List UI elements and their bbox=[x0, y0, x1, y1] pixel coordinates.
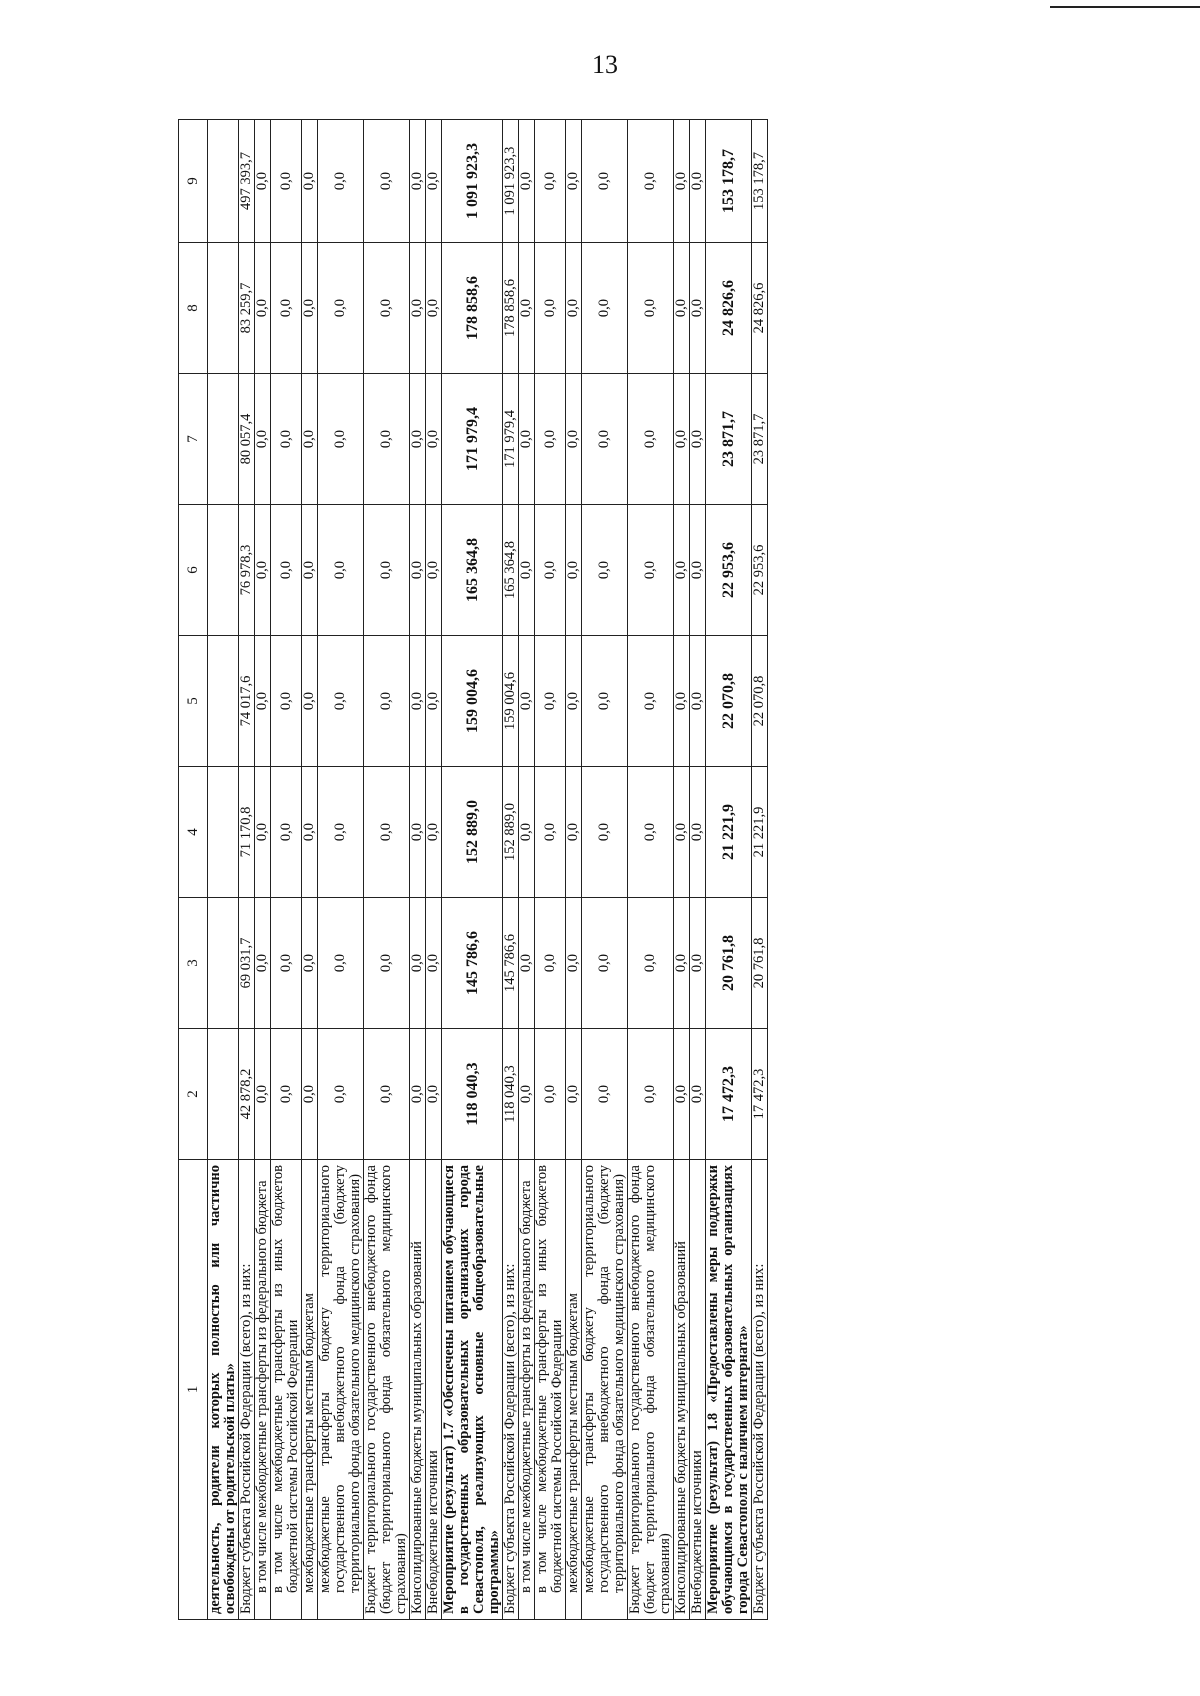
value-cell: 0,0 bbox=[302, 120, 318, 243]
value-cell: 1 091 923,3 bbox=[442, 120, 503, 243]
value-cell: 0,0 bbox=[364, 243, 410, 374]
value-cell: 20 761,8 bbox=[706, 898, 752, 1029]
value-cell: 152 889,0 bbox=[442, 767, 503, 898]
value-cell: 0,0 bbox=[674, 1029, 690, 1160]
value-cell: 0,0 bbox=[364, 1029, 410, 1160]
value-cell bbox=[208, 120, 239, 243]
value-cell: 0,0 bbox=[535, 505, 566, 636]
row-label: Мероприятие (результат) 1.8 «Предоставлены меры поддержки обучающимся в государственных образовательных организациях города Севастополя с наличием интерната» bbox=[706, 1160, 752, 1620]
value-cell: 0,0 bbox=[255, 374, 271, 505]
value-cell: 0,0 bbox=[255, 120, 271, 243]
column-header: 3 bbox=[179, 898, 208, 1029]
row-label: Внебюджетные источники bbox=[690, 1160, 706, 1620]
value-cell: 0,0 bbox=[318, 898, 364, 1029]
row-label: межбюджетные трансферты местным бюджетам bbox=[302, 1160, 318, 1620]
table-row bbox=[255, 120, 271, 1620]
value-cell: 0,0 bbox=[426, 505, 442, 636]
value-cell: 0,0 bbox=[255, 898, 271, 1029]
value-cell: 71 170,8 bbox=[239, 767, 255, 898]
value-cell: 0,0 bbox=[426, 120, 442, 243]
value-cell: 0,0 bbox=[535, 1029, 566, 1160]
table-row bbox=[442, 120, 503, 1620]
value-cell: 0,0 bbox=[582, 1029, 628, 1160]
value-cell bbox=[208, 243, 239, 374]
value-cell: 0,0 bbox=[271, 898, 302, 1029]
value-cell: 159 004,6 bbox=[503, 636, 519, 767]
value-cell: 74 017,6 bbox=[239, 636, 255, 767]
value-cell: 0,0 bbox=[318, 767, 364, 898]
value-cell: 0,0 bbox=[566, 636, 582, 767]
table-row bbox=[519, 120, 535, 1620]
row-label: в том числе межбюджетные трансферты из иных бюджетов бюджетной системы Российской Федерации bbox=[535, 1160, 566, 1620]
value-cell: 0,0 bbox=[426, 898, 442, 1029]
value-cell: 0,0 bbox=[318, 243, 364, 374]
row-label: межбюджетные трансферты бюджету территориального государственного внебюджетного фонда (бюджету территориального фонда обязательного медицинского страхования) bbox=[582, 1160, 628, 1620]
value-cell: 0,0 bbox=[255, 767, 271, 898]
table-row bbox=[426, 120, 442, 1620]
value-cell: 0,0 bbox=[426, 374, 442, 505]
value-cell: 76 978,3 bbox=[239, 505, 255, 636]
value-cell: 0,0 bbox=[674, 505, 690, 636]
table-row bbox=[566, 120, 582, 1620]
value-cell: 0,0 bbox=[255, 636, 271, 767]
value-cell: 0,0 bbox=[566, 505, 582, 636]
value-cell: 0,0 bbox=[690, 1029, 706, 1160]
value-cell: 69 031,7 bbox=[239, 898, 255, 1029]
value-cell: 22 953,6 bbox=[752, 505, 768, 636]
table-row bbox=[318, 120, 364, 1620]
value-cell: 23 871,7 bbox=[752, 374, 768, 505]
value-cell: 0,0 bbox=[690, 636, 706, 767]
row-label: Консолидированные бюджеты муниципальных образований bbox=[410, 1160, 426, 1620]
value-cell: 497 393,7 bbox=[239, 120, 255, 243]
value-cell: 0,0 bbox=[535, 243, 566, 374]
value-cell: 0,0 bbox=[690, 767, 706, 898]
column-header: 8 bbox=[179, 243, 208, 374]
value-cell: 0,0 bbox=[690, 243, 706, 374]
value-cell: 0,0 bbox=[628, 636, 674, 767]
value-cell: 0,0 bbox=[302, 898, 318, 1029]
value-cell: 0,0 bbox=[690, 505, 706, 636]
value-cell: 0,0 bbox=[410, 505, 426, 636]
value-cell: 0,0 bbox=[674, 898, 690, 1029]
value-cell: 0,0 bbox=[566, 1029, 582, 1160]
value-cell: 0,0 bbox=[410, 636, 426, 767]
value-cell: 80 057,4 bbox=[239, 374, 255, 505]
value-cell: 0,0 bbox=[628, 243, 674, 374]
value-cell: 171 979,4 bbox=[503, 374, 519, 505]
value-cell: 153 178,7 bbox=[706, 120, 752, 243]
value-cell: 152 889,0 bbox=[503, 767, 519, 898]
value-cell: 22 070,8 bbox=[706, 636, 752, 767]
row-label: Бюджет субъекта Российской Федерации (всего), из них: bbox=[239, 1160, 255, 1620]
value-cell: 0,0 bbox=[566, 120, 582, 243]
value-cell: 118 040,3 bbox=[442, 1029, 503, 1160]
value-cell: 0,0 bbox=[674, 636, 690, 767]
value-cell: 0,0 bbox=[426, 636, 442, 767]
value-cell: 0,0 bbox=[302, 505, 318, 636]
column-header: 5 bbox=[179, 636, 208, 767]
value-cell: 0,0 bbox=[519, 767, 535, 898]
value-cell: 0,0 bbox=[318, 374, 364, 505]
value-cell: 0,0 bbox=[674, 243, 690, 374]
value-cell: 0,0 bbox=[674, 120, 690, 243]
table-row bbox=[690, 120, 706, 1620]
row-label: Внебюджетные источники bbox=[426, 1160, 442, 1620]
value-cell: 0,0 bbox=[566, 374, 582, 505]
value-cell: 22 953,6 bbox=[706, 505, 752, 636]
value-cell: 0,0 bbox=[628, 898, 674, 1029]
value-cell: 0,0 bbox=[271, 374, 302, 505]
value-cell bbox=[208, 898, 239, 1029]
value-cell: 0,0 bbox=[410, 120, 426, 243]
row-label: Бюджет субъекта Российской Федерации (всего), из них: bbox=[503, 1160, 519, 1620]
value-cell bbox=[208, 374, 239, 505]
value-cell: 0,0 bbox=[582, 374, 628, 505]
value-cell: 24 826,6 bbox=[706, 243, 752, 374]
value-cell: 42 878,2 bbox=[239, 1029, 255, 1160]
value-cell: 1 091 923,3 bbox=[503, 120, 519, 243]
value-cell: 17 472,3 bbox=[752, 1029, 768, 1160]
value-cell bbox=[208, 505, 239, 636]
value-cell: 0,0 bbox=[582, 767, 628, 898]
table-row bbox=[752, 120, 768, 1620]
column-header: 4 bbox=[179, 767, 208, 898]
value-cell: 0,0 bbox=[364, 374, 410, 505]
value-cell: 0,0 bbox=[519, 505, 535, 636]
value-cell: 0,0 bbox=[426, 767, 442, 898]
value-cell: 178 858,6 bbox=[503, 243, 519, 374]
value-cell: 0,0 bbox=[519, 636, 535, 767]
value-cell: 0,0 bbox=[364, 120, 410, 243]
value-cell: 23 871,7 bbox=[706, 374, 752, 505]
value-cell: 0,0 bbox=[302, 374, 318, 505]
value-cell: 0,0 bbox=[519, 1029, 535, 1160]
value-cell: 0,0 bbox=[628, 120, 674, 243]
value-cell: 0,0 bbox=[628, 505, 674, 636]
value-cell: 0,0 bbox=[410, 767, 426, 898]
value-cell: 0,0 bbox=[318, 636, 364, 767]
value-cell: 0,0 bbox=[410, 898, 426, 1029]
value-cell: 0,0 bbox=[535, 374, 566, 505]
value-cell: 0,0 bbox=[628, 767, 674, 898]
row-label: Бюджет территориального государственного внебюджетного фонда (бюджет территориального фонда обязательного медицинского страхования) bbox=[628, 1160, 674, 1620]
value-cell: 0,0 bbox=[318, 120, 364, 243]
value-cell: 0,0 bbox=[255, 243, 271, 374]
value-cell: 0,0 bbox=[519, 374, 535, 505]
row-label: Бюджет субъекта Российской Федерации (всего), из них: bbox=[752, 1160, 768, 1620]
page-number: 13 bbox=[592, 50, 618, 79]
value-cell: 0,0 bbox=[426, 1029, 442, 1160]
value-cell: 0,0 bbox=[302, 1029, 318, 1160]
row-label: Бюджет территориального государственного внебюджетного фонда (бюджет территориального фонда обязательного медицинского страхования) bbox=[364, 1160, 410, 1620]
row-label: в том числе межбюджетные трансферты из федерального бюджета bbox=[255, 1160, 271, 1620]
value-cell: 0,0 bbox=[271, 1029, 302, 1160]
value-cell: 0,0 bbox=[535, 636, 566, 767]
column-header: 6 bbox=[179, 505, 208, 636]
value-cell: 118 040,3 bbox=[503, 1029, 519, 1160]
value-cell: 0,0 bbox=[582, 898, 628, 1029]
value-cell: 178 858,6 bbox=[442, 243, 503, 374]
value-cell: 0,0 bbox=[410, 243, 426, 374]
table-body bbox=[208, 120, 768, 1620]
table-row bbox=[364, 120, 410, 1620]
value-cell: 0,0 bbox=[519, 898, 535, 1029]
table-row bbox=[674, 120, 690, 1620]
value-cell: 20 761,8 bbox=[752, 898, 768, 1029]
table-row bbox=[208, 120, 239, 1620]
value-cell: 0,0 bbox=[566, 898, 582, 1029]
value-cell: 21 221,9 bbox=[706, 767, 752, 898]
row-label: Консолидированные бюджеты муниципальных образований bbox=[674, 1160, 690, 1620]
column-header: 9 bbox=[179, 120, 208, 243]
row-label: в том числе межбюджетные трансферты из федерального бюджета bbox=[519, 1160, 535, 1620]
table-row bbox=[535, 120, 566, 1620]
table-header-row bbox=[179, 120, 208, 1620]
column-header: 2 bbox=[179, 1029, 208, 1160]
value-cell: 145 786,6 bbox=[503, 898, 519, 1029]
column-header: 7 bbox=[179, 374, 208, 505]
value-cell: 165 364,8 bbox=[442, 505, 503, 636]
value-cell: 0,0 bbox=[690, 374, 706, 505]
value-cell: 0,0 bbox=[535, 767, 566, 898]
value-cell: 0,0 bbox=[519, 120, 535, 243]
value-cell: 0,0 bbox=[271, 505, 302, 636]
value-cell: 21 221,9 bbox=[752, 767, 768, 898]
value-cell: 171 979,4 bbox=[442, 374, 503, 505]
value-cell: 0,0 bbox=[628, 1029, 674, 1160]
value-cell: 0,0 bbox=[302, 767, 318, 898]
value-cell: 0,0 bbox=[582, 636, 628, 767]
value-cell: 0,0 bbox=[318, 1029, 364, 1160]
value-cell: 0,0 bbox=[271, 767, 302, 898]
value-cell: 145 786,6 bbox=[442, 898, 503, 1029]
value-cell: 0,0 bbox=[271, 636, 302, 767]
value-cell bbox=[208, 1029, 239, 1160]
value-cell: 0,0 bbox=[535, 898, 566, 1029]
table-row bbox=[302, 120, 318, 1620]
value-cell: 0,0 bbox=[690, 120, 706, 243]
table-row bbox=[706, 120, 752, 1620]
row-label: Мероприятие (результат) 1.7 «Обеспечены питанием обучающиеся в государственных образовательных организациях города Севастополя, реализующих основные общеобразовательные программы» bbox=[442, 1160, 503, 1620]
table-row bbox=[503, 120, 519, 1620]
value-cell: 22 070,8 bbox=[752, 636, 768, 767]
value-cell: 0,0 bbox=[674, 767, 690, 898]
value-cell bbox=[208, 636, 239, 767]
row-label: межбюджетные трансферты местным бюджетам bbox=[566, 1160, 582, 1620]
value-cell: 0,0 bbox=[271, 243, 302, 374]
rotated-table-container bbox=[178, 120, 1066, 1620]
value-cell: 0,0 bbox=[410, 1029, 426, 1160]
value-cell bbox=[208, 767, 239, 898]
table-row bbox=[410, 120, 426, 1620]
value-cell: 24 826,6 bbox=[752, 243, 768, 374]
value-cell: 0,0 bbox=[566, 767, 582, 898]
value-cell: 0,0 bbox=[364, 636, 410, 767]
budget-table bbox=[178, 119, 768, 1620]
row-label: деятельность, родители которых полностью или частично освобождены от родительской платы» bbox=[208, 1160, 239, 1620]
table-row bbox=[582, 120, 628, 1620]
row-label: в том числе межбюджетные трансферты из иных бюджетов бюджетной системы Российской Федерации bbox=[271, 1160, 302, 1620]
value-cell: 0,0 bbox=[690, 898, 706, 1029]
table-row bbox=[628, 120, 674, 1620]
value-cell: 153 178,7 bbox=[752, 120, 768, 243]
value-cell: 165 364,8 bbox=[503, 505, 519, 636]
value-cell: 83 259,7 bbox=[239, 243, 255, 374]
value-cell: 0,0 bbox=[566, 243, 582, 374]
value-cell: 0,0 bbox=[255, 505, 271, 636]
top-rule bbox=[1050, 6, 1200, 8]
value-cell: 0,0 bbox=[519, 243, 535, 374]
value-cell: 0,0 bbox=[582, 505, 628, 636]
table-row bbox=[239, 120, 255, 1620]
value-cell: 159 004,6 bbox=[442, 636, 503, 767]
value-cell: 0,0 bbox=[628, 374, 674, 505]
value-cell: 0,0 bbox=[582, 120, 628, 243]
value-cell: 0,0 bbox=[582, 243, 628, 374]
value-cell: 0,0 bbox=[302, 243, 318, 374]
value-cell: 0,0 bbox=[364, 505, 410, 636]
row-label: межбюджетные трансферты бюджету территориального государственного внебюджетного фонда (бюджету территориального фонда обязательного медицинского страхования) bbox=[318, 1160, 364, 1620]
value-cell: 0,0 bbox=[674, 374, 690, 505]
value-cell: 0,0 bbox=[426, 243, 442, 374]
value-cell: 17 472,3 bbox=[706, 1029, 752, 1160]
value-cell: 0,0 bbox=[271, 120, 302, 243]
table-row bbox=[271, 120, 302, 1620]
value-cell: 0,0 bbox=[318, 505, 364, 636]
value-cell: 0,0 bbox=[410, 374, 426, 505]
value-cell: 0,0 bbox=[535, 120, 566, 243]
value-cell: 0,0 bbox=[302, 636, 318, 767]
value-cell: 0,0 bbox=[255, 1029, 271, 1160]
value-cell: 0,0 bbox=[364, 898, 410, 1029]
value-cell: 0,0 bbox=[364, 767, 410, 898]
column-header: 1 bbox=[179, 1160, 208, 1620]
